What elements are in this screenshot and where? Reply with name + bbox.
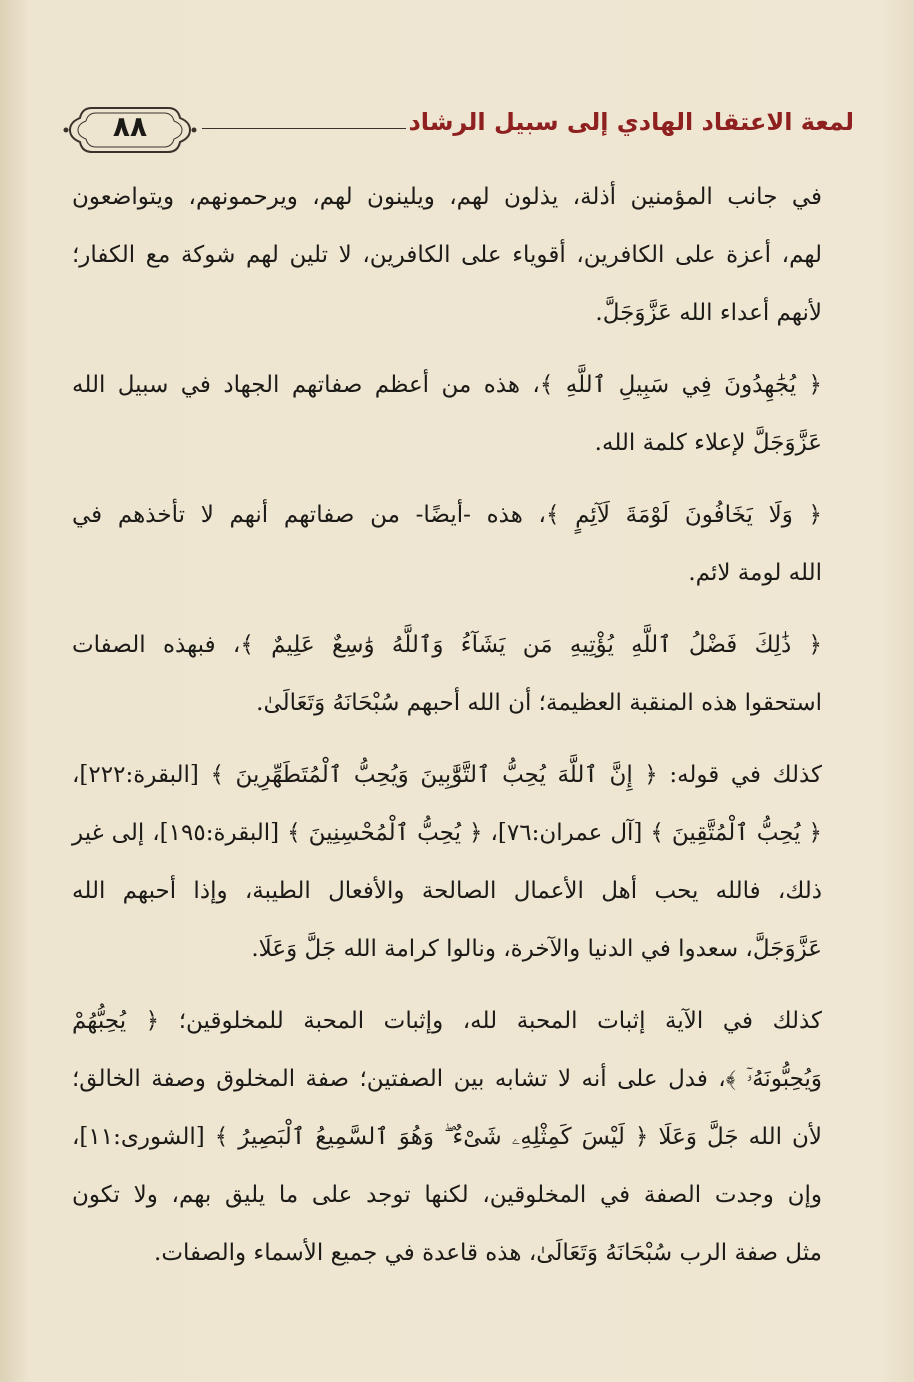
running-header	[62, 100, 854, 160]
text-line: ﴿ يُجَٰهِدُونَ فِي سَبِيلِ ٱللَّهِ ﴾، هذه من أعظم صفاتهم الجهاد في سبيل الله	[72, 372, 822, 398]
text-line: ﴿ ذَٰلِكَ فَضْلُ ٱللَّهِ يُؤْتِيهِ مَن يَشَآءُ وَٱللَّهُ وَٰسِعٌ عَلِيمٌ ﴾، فبهذه الصفات	[72, 632, 822, 658]
text-line: وإن وجدت الصفة في المخلوقين، لكنها توجد على ما يليق بهم، ولا تكون	[72, 1182, 822, 1208]
text-line: لهم، أعزة على الكافرين، أقوياء على الكافرين، لا تلين لهم شوكة مع الكفار؛	[72, 242, 822, 268]
paragraph	[72, 356, 822, 472]
paragraph	[72, 746, 822, 978]
body-text	[72, 168, 822, 1296]
text-line: لأن الله جَلَّ وَعَلَا ﴿ لَيْسَ كَمِثْلِهِۦ شَىْءٌ ۖ وَهُوَ ٱلسَّمِيعُ ٱلْبَصِيرُ ﴾ [الشورى:١١]،	[72, 1124, 822, 1150]
paragraph	[72, 168, 822, 342]
text-line: عَزَّوَجَلَّ، سعدوا في الدنيا والآخرة، ونالوا كرامة الله جَلَّ وَعَلَا.	[251, 936, 822, 962]
text-line: كذلك في الآية إثبات المحبة لله، وإثبات المحبة للمخلوقين؛ ﴿ يُحِبُّهُمْ	[72, 1008, 822, 1034]
text-line: كذلك في قوله: ﴿ إِنَّ ٱللَّهَ يُحِبُّ ٱلتَّوَّٰبِينَ وَيُحِبُّ ٱلْمُتَطَهِّرِينَ ﴾ [البقرة:٢٢٢]،	[72, 762, 822, 788]
text-line: في جانب المؤمنين أذلة، يذلون لهم، ويلينون لهم، ويرحمونهم، ويتواضعون	[72, 184, 822, 210]
text-line: عَزَّوَجَلَّ لإعلاء كلمة الله.	[594, 430, 822, 456]
page-number-badge	[62, 100, 198, 160]
header-title: لمعة الاعتقاد الهادي إلى سبيل الرشاد	[408, 108, 854, 136]
text-line: لأنهم أعداء الله عَزَّوَجَلَّ.	[595, 300, 822, 326]
paragraph	[72, 486, 822, 602]
text-line: استحقوا هذه المنقبة العظيمة؛ أن الله أحبهم سُبْحَانَهُ وَتَعَالَىٰ.	[256, 690, 822, 716]
text-line: مثل صفة الرب سُبْحَانَهُ وَتَعَالَىٰ، هذه قاعدة في جميع الأسماء والصفات.	[154, 1240, 822, 1266]
text-line: الله لومة لائم.	[688, 560, 822, 586]
text-line: ﴿ يُحِبُّ ٱلْمُتَّقِينَ ﴾ [آل عمران:٧٦]، ﴿ يُحِبُّ ٱلْمُحْسِنِينَ ﴾ [البقرة:١٩٥]، إلى غير	[72, 820, 823, 846]
text-line: ﴿ وَلَا يَخَافُونَ لَوْمَةَ لَآئِمٍ ﴾، هذه -أيضًا- من صفاتهم أنهم لا تأخذهم في	[72, 502, 822, 528]
paragraph	[72, 616, 822, 732]
page-number: ٨٨	[112, 110, 148, 143]
header-rule	[202, 128, 406, 129]
paragraph	[72, 992, 822, 1282]
text-line: وَيُحِبُّونَهُۥٓ ﴾، فدل على أنه لا تشابه بين الصفتين؛ صفة المخلوق وصفة الخالق؛	[72, 1066, 822, 1092]
text-line: ذلك، فالله يحب أهل الأعمال الصالحة والأفعال الطيبة، وإذا أحبهم الله	[72, 878, 822, 904]
